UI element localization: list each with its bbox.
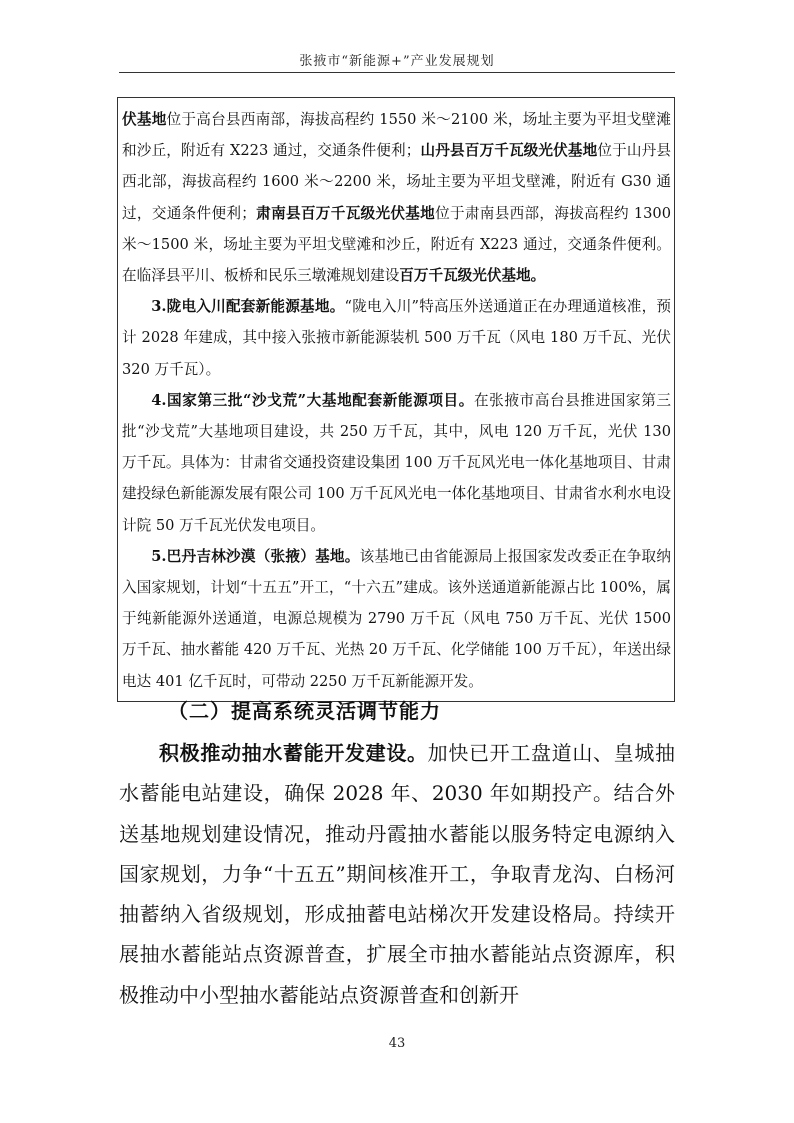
- header-rule: [119, 72, 675, 73]
- text-run: 3.陇电入川配套新能源基地。: [151, 298, 345, 316]
- running-header: 张掖市“新能源+”产业发展规划: [299, 54, 495, 69]
- section-heading: （二）提高系统灵活调节能力: [168, 699, 441, 723]
- text-run: 位于山丹县西北部，海拔高程约 1600 米～2200 米，场址主要为平坦戈壁滩，附近有 G30 通过，交通条件便利；: [122, 142, 671, 222]
- text-run: 该基地已由省能源局上报国家发改委正在争取纳入国家规划，计划“十五五”开工，“十六五”建成。该外送通道新能源占比 100%，属于纯新能源外送通道，电源总规模为 2790 万千瓦（风电 750 万千瓦、光伏 1500 万千瓦、抽水蓄能 420 万千瓦、光热 20 万千瓦、化学储能 100 万千瓦），年送出绿电达 401 亿千瓦时，可带动 2250 万千瓦新能源开发。: [122, 547, 671, 690]
- text-run: 伏基地: [122, 111, 167, 128]
- box-paragraph-badain-jaran: [122, 541, 671, 697]
- body-lead: 积极推动抽水蓄能开发建设。: [159, 741, 428, 765]
- box-paragraph-longdian-ruchuan: [122, 291, 671, 385]
- text-run: 山丹县百万千瓦级光伏基地: [420, 142, 598, 160]
- page-number: 43: [388, 1036, 406, 1051]
- base-list-box: [117, 97, 675, 702]
- text-run: 百万千瓦级光伏基地。: [399, 267, 546, 285]
- text-run: “陇电入川”特高压外送通道正在办理通道核准，预计 2028 年建成，其中接入张掖市新能源装机 500 万千瓦（风电 180 万千瓦、光伏 320 万千瓦）。: [122, 298, 671, 378]
- text-run: 4.国家第三批“沙戈荒”大基地配套新能源项目。: [151, 391, 474, 409]
- text-run: 在张掖市高台县推进国家第三批“沙戈荒”大基地项目建设，共 250 万千瓦，其中，风电 120 万千瓦，光伏 130 万千瓦。具体为：甘肃省交通投资建设集团 100 万千瓦风光电一体化基地项目、甘肃建投绿色新能源发展有限公司 100 万千瓦风光电一体化基地项目、甘肃省水利水电设计院 50 万千瓦光伏发电项目。: [122, 391, 671, 534]
- text-run: 肃南县百万千瓦级光伏基地: [255, 204, 436, 222]
- text-run: 位于肃南县西部，海拔高程约 1300 米～1500 米，场址主要为平坦戈壁滩和沙丘，附近有 X223 通过，交通条件便利。在临泽县平川、板桥和民乐三墩滩规划建设: [122, 204, 671, 285]
- box-paragraph-shageheng: [122, 385, 671, 541]
- text-run: 5.巴丹吉林沙漠（张掖）基地。: [151, 547, 360, 565]
- box-paragraph-solar-bases: [122, 104, 671, 291]
- body-paragraph: [119, 733, 675, 1015]
- body-text-run: 加快已开工盘道山、皇城抽水蓄能电站建设，确保 2028 年、2030 年如期投产。结合外送基地规划建设情况，推动丹霞抽水蓄能以服务特定电源纳入国家规划，力争“十五五”期间核准开工，争取青龙沟、白杨河抽蓄纳入省级规划，形成抽蓄电站梯次开发建设格局。持续开展抽水蓄能站点资源普查，扩展全市抽水蓄能站点资源库，积极推动中小型抽水蓄能站点资源普查和创新开: [119, 741, 676, 1007]
- text-run: 位于高台县西南部，海拔高程约 1550 米～2100 米，场址主要为平坦戈壁滩和沙丘，附近有 X223 通过，交通条件便利；: [122, 111, 671, 160]
